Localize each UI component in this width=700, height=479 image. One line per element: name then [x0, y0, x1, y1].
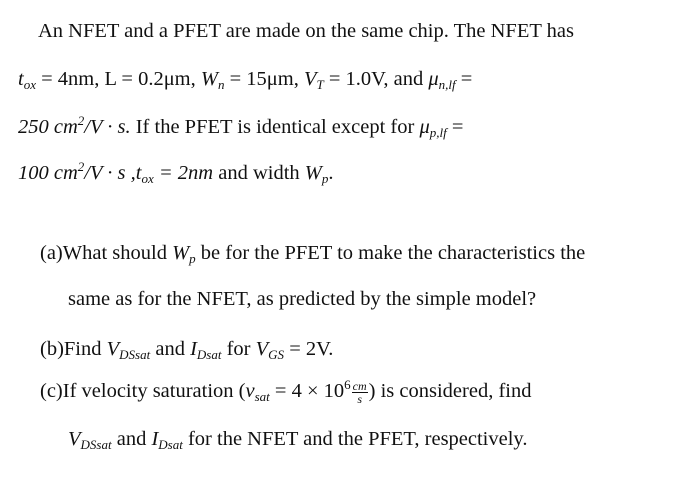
part-c-and: and — [111, 428, 152, 450]
idsat-symbol-c: $I_{Dsat}$ — [151, 428, 183, 452]
vdssat-symbol-b: $V_{DSsat}$ — [106, 338, 151, 362]
vgs-symbol: $V_{GS}$ — [255, 338, 285, 362]
part-b-label: (b) — [40, 338, 64, 360]
intro-line-4 — [18, 160, 333, 186]
part-c-text-2: is considered, find — [375, 380, 532, 402]
vsat-symbol: $v_{sat}$ — [245, 380, 270, 404]
vdssat-symbol-c: $V_{DSsat}$ — [68, 428, 112, 452]
mu-p-value: 100 $cm^2/V \cdot s$ , — [18, 159, 136, 184]
wp-symbol-a: $W_p$ — [172, 242, 196, 266]
part-a-label: (a) — [40, 242, 63, 264]
tox-symbol: $t_{ox}$ — [18, 68, 36, 92]
vt-value: = 1.0V, — [323, 68, 389, 90]
part-b-line — [40, 336, 333, 362]
intro-text: An NFET and a PFET are made on the same chip. The NFET has — [38, 20, 574, 42]
part-a-line-2 — [68, 286, 536, 312]
vsat-value: = $4 \times 10^6$ — [269, 377, 351, 402]
pfet-text: If the PFET is identical except for — [130, 116, 420, 138]
part-c-line-1 — [40, 378, 531, 405]
vgs-value: = 2V. — [284, 338, 334, 360]
wn-value: = 15μm, — [224, 68, 304, 90]
part-b-for: for — [221, 338, 256, 360]
part-c-label: (c) — [40, 380, 63, 402]
part-b-text-1: Find — [63, 338, 107, 360]
period: . — [328, 162, 334, 184]
mu-n-value: 250 $cm^2/V \cdot s$. — [18, 113, 131, 138]
mu-p-symbol: $\mu_{p,lf}$ — [419, 116, 447, 140]
part-c-text-1: If velocity saturation ( — [62, 380, 246, 402]
intro-line-3 — [18, 114, 463, 140]
part-a-line-1 — [40, 240, 585, 266]
part-b-and: and — [150, 338, 191, 360]
part-a-text-3: same as for the NFET, as predicted by the simple model? — [68, 288, 537, 310]
tox-value: = 4nm, L = 0.2μm, — [35, 68, 201, 90]
part-a-text-1: What should — [62, 242, 173, 264]
intro-line-1 — [38, 18, 574, 44]
and-text: and — [388, 68, 429, 90]
part-c-line-2 — [68, 426, 527, 452]
close-paren: ) — [368, 380, 376, 402]
wp-symbol: $W_p$ — [304, 162, 329, 186]
tox-p-symbol: $t_{ox}$ — [135, 162, 154, 186]
vt-symbol: $V_T$ — [303, 68, 324, 92]
intro-line-2 — [18, 66, 472, 92]
mu-n-symbol: $\mu_{n,lf}$ — [428, 68, 456, 92]
cm-per-s-fraction: $\frac{cm}{s}$ — [352, 378, 367, 406]
tox-p-value: = 2nm — [153, 162, 214, 184]
idsat-symbol-b: $I_{Dsat}$ — [190, 338, 222, 362]
wn-symbol: $W_n$ — [200, 68, 225, 92]
part-a-text-2: be for the PFET to make the characteristics the — [195, 242, 586, 264]
equals-sign-2: = — [446, 116, 464, 138]
and-width-text: and width — [213, 162, 305, 184]
part-c-text-3: for the NFET and the PFET, respectively. — [182, 428, 528, 450]
equals-sign: = — [455, 68, 473, 90]
